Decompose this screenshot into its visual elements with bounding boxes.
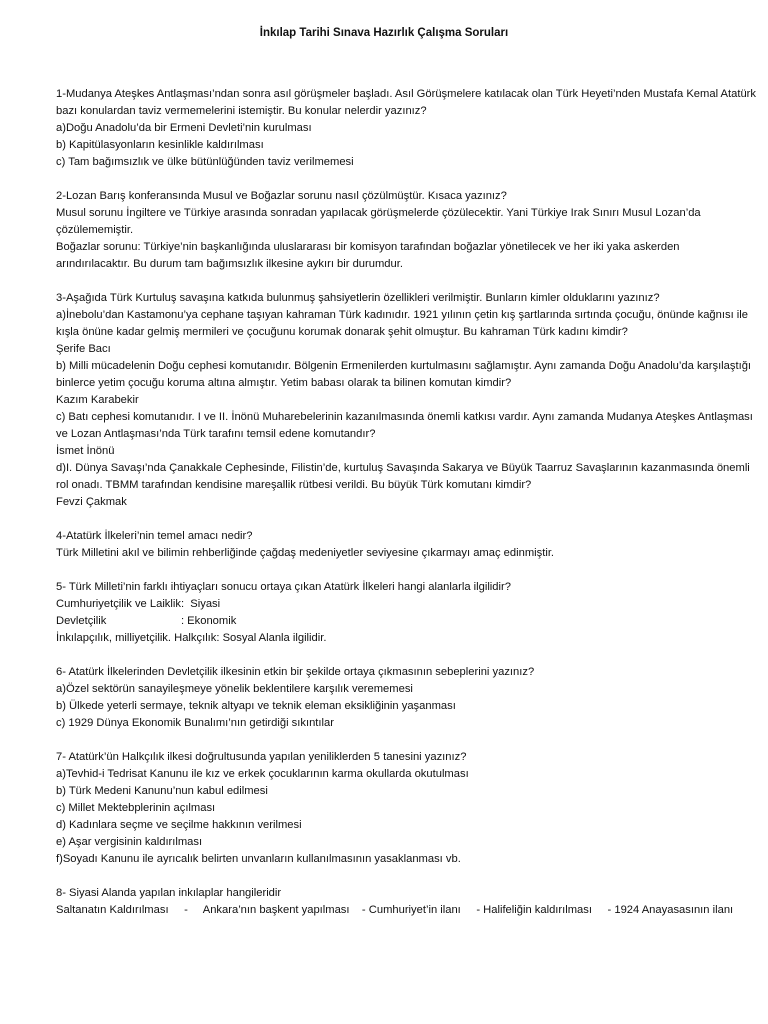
document-body	[56, 86, 756, 936]
question-4	[56, 528, 756, 562]
answer-line: c) Millet Mektebplerinin açılması	[56, 802, 216, 814]
question-2	[56, 188, 756, 273]
sub-question: b) Milli mücadelenin Doğu cephesi komutanıdır. Bölgenin Ermenilerden kurtulmasını sağlamıştır. Aynı zamanda Doğu Anadolu’da karşılaştığı binlerce yetim çocuğu koruma altına almıştır. Yetim babası olarak ta bilinen komutan kimdir?	[56, 360, 752, 389]
question-text: 6- Atatürk İlkelerinden Devletçilik ilkesinin etkin bir şekilde ortaya çıkmasının sebeplerini yazınız?	[56, 666, 535, 678]
answer-line: f)Soyadı Kanunu ile ayrıcalık belirten unvanların kullanılmasının yasaklanması vb.	[56, 853, 461, 865]
answer-line: Fevzi Çakmak	[56, 496, 127, 508]
question-text: 3-Aşağıda Türk Kurtuluş savaşına katkıda bulunmuş şahsiyetlerin özellikleri verilmiştir. Bunların kimler olduklarını yazınız?	[56, 292, 660, 304]
question-text: 1-Mudanya Ateşkes Antlaşması’ndan sonra asıl görüşmeler başladı. Asıl Görüşmelere katılacak olan Türk Heyeti’nden Mustafa Kemal Atatürk bazı konulardan taviz vermemelerini istemiştir. Bu konular nelerdir yazınız?	[56, 88, 756, 117]
question-6	[56, 664, 756, 732]
answer-line: b) Ülkede yeterli sermaye, teknik altyapı ve teknik eleman eksikliğinin yaşanması	[56, 700, 456, 712]
answer-line: İsmet İnönü	[56, 445, 115, 457]
answer-line: Boğazlar sorunu: Türkiye’nin başkanlığında uluslararası bir komisyon tarafından boğazlar yönetilecek ve her iki yaka askerden arındırılacaktır. Bu durum tam bağımsızlık ilkesine aykırı bir durumdur.	[56, 241, 680, 270]
answer-line: Şerife Bacı	[56, 343, 111, 355]
answer-line: b) Kapitülasyonların kesinlikle kaldırılması	[56, 139, 264, 151]
document-title: İnkılap Tarihi Sınava Hazırlık Çalışma Soruları	[259, 27, 509, 39]
answer-line: a)Tevhid-i Tedrisat Kanunu ile kız ve erkek çocuklarının karma okullarda okutulması	[56, 768, 469, 780]
answer-line: Cumhuriyetçilik ve Laiklik: Siyasi	[56, 598, 221, 610]
question-text: 7- Atatürk’ün Halkçılık ilkesi doğrultusunda yapılan yeniliklerden 5 tanesini yazınız?	[56, 751, 467, 763]
answer-line: d) Kadınlara seçme ve seçilme hakkının verilmesi	[56, 819, 302, 831]
answer-line: e) Aşar vergisinin kaldırılması	[56, 836, 203, 848]
sub-question: a)İnebolu’dan Kastamonu’ya cephane taşıyan kahraman Türk kadınıdır. 1921 yılının çetin kış şartlarında sırtında çocuğu, önünde kağnısı ile kışla önüne kadar gelmiş mermileri ve çocuğunu korumak donarak şehit olmuştur. Bu kahraman Türk kadını kimdir?	[56, 309, 748, 338]
answer-line: b) Türk Medeni Kanunu’nun kabul edilmesi	[56, 785, 268, 797]
question-1	[56, 86, 756, 171]
sub-question: d)I. Dünya Savaşı’nda Çanakkale Cephesinde, Filistin’de, kurtuluş Savaşında Sakarya ve Büyük Taarruz Savaşlarının kazanmasında önemli rol onadı. TBMM tarafından kendisine mareşallik rütbesi verildi. Bu büyük Türk komutanı kimdir?	[56, 462, 750, 491]
answer-line: c) 1929 Dünya Ekonomik Bunalımı’nın getirdiği sıkıntılar	[56, 717, 334, 729]
question-text: 4-Atatürk İlkeleri’nin temel amacı nedir?	[56, 530, 253, 542]
question-text: 2-Lozan Barış konferansında Musul ve Boğazlar sorunu nasıl çözülmüştür. Kısaca yazınız?	[56, 190, 507, 202]
answer-line: Türk Milletini akıl ve bilimin rehberliğinde çağdaş medeniyetler seviyesine çıkarmayı amaç edinmiştir.	[56, 547, 555, 559]
answer-line: a)Doğu Anadolu’da bir Ermeni Devleti’nin kurulması	[56, 122, 312, 134]
answer-line: İnkılapçılık, milliyetçilik. Halkçılık: Sosyal Alanla ilgilidir.	[56, 632, 327, 644]
question-7	[56, 749, 756, 868]
answer-line: Musul sorunu İngiltere ve Türkiye arasında sonradan yapılacak görüşmelerde çözülecektir. Yani Türkiye Irak Sınırı Musul Lozan’da çözülememiştir.	[56, 207, 701, 236]
question-5	[56, 579, 756, 647]
question-text: 5- Türk Milleti’nin farklı ihtiyaçları sonucu ortaya çıkan Atatürk İlkeleri hangi alanlarla ilgilidir?	[56, 581, 511, 593]
sub-question: c) Batı cephesi komutanıdır. I ve II. İnönü Muharebelerinin kazanılmasında önemli katkısı vardır. Aynı zamanda Mudanya Ateşkes Antlaşması ve Lozan Antlaşması’nda Türk tarafını temsil edene komutandır?	[56, 411, 753, 440]
question-8	[56, 885, 756, 919]
answer-line: Kazım Karabekir	[56, 394, 139, 406]
question-3	[56, 290, 756, 511]
answer-line: Saltanatın Kaldırılması - Ankara’nın başkent yapılması - Cumhuriyet’in ilanı - Halifeliğin kaldırılması - 1924 Anayasasının ilanı	[56, 904, 734, 916]
answer-line: Devletçilik : Ekonomik	[56, 615, 237, 627]
answer-line: c) Tam bağımsızlık ve ülke bütünlüğünden taviz verilmemesi	[56, 156, 354, 168]
answer-line: a)Özel sektörün sanayileşmeye yönelik beklentilere karşılık verememesi	[56, 683, 413, 695]
question-text: 8- Siyasi Alanda yapılan inkılaplar hangileridir	[56, 887, 282, 899]
